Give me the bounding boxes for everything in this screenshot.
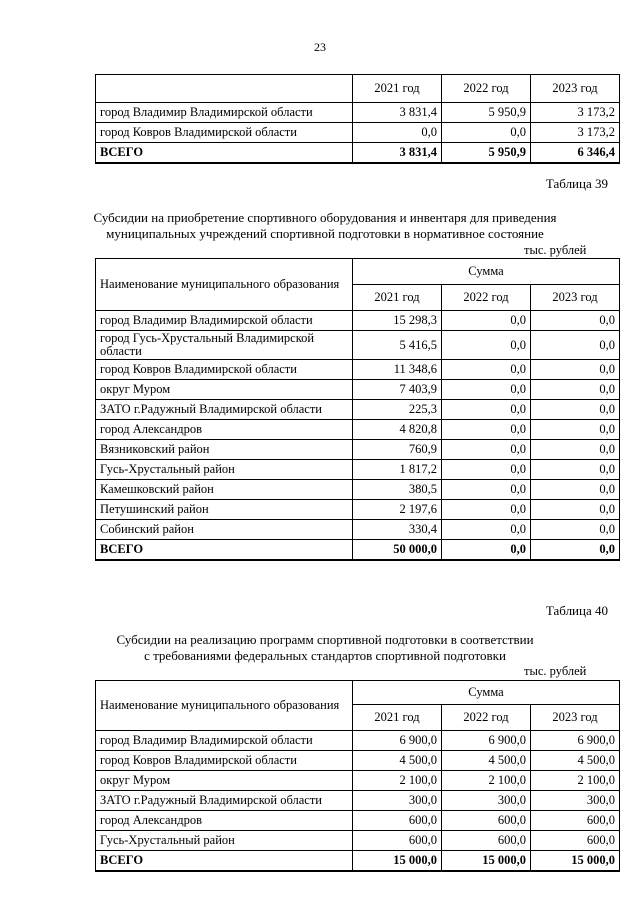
municipality-name: город Александров — [96, 811, 353, 831]
municipality-name: Гусь-Хрустальный район — [96, 831, 353, 851]
value-cell: 0,0 — [531, 520, 620, 540]
municipality-name: Камешковский район — [96, 480, 353, 500]
year-header: 2023 год — [531, 75, 620, 103]
table-39 — [95, 258, 620, 561]
table-40-label: Таблица 40 — [545, 603, 608, 618]
table-row — [96, 420, 620, 440]
value-cell: 5 950,9 — [442, 103, 531, 123]
value-cell: 300,0 — [442, 791, 531, 811]
value-cell: 0,0 — [531, 500, 620, 520]
value-cell: 11 348,6 — [353, 360, 442, 380]
table-header-row — [96, 75, 620, 103]
total-row — [96, 540, 620, 560]
value-cell: 6 900,0 — [442, 731, 531, 751]
header-municipality: Наименование муниципального образования — [96, 681, 353, 731]
value-cell: 0,0 — [531, 400, 620, 420]
total-value: 15 000,0 — [353, 851, 442, 871]
total-label: ВСЕГО — [96, 540, 353, 560]
value-cell: 15 298,3 — [353, 311, 442, 331]
total-value: 5 950,9 — [442, 143, 531, 163]
municipality-name: город Александров — [96, 420, 353, 440]
table-row — [96, 771, 620, 791]
value-cell: 1 817,2 — [353, 460, 442, 480]
table-top — [95, 74, 620, 164]
total-value: 15 000,0 — [442, 851, 531, 871]
value-cell: 600,0 — [531, 831, 620, 851]
municipality-name: город Гусь-Хрустальный Владимирской области — [96, 331, 353, 360]
table-row — [96, 791, 620, 811]
total-value: 0,0 — [442, 540, 531, 560]
table-row — [96, 460, 620, 480]
header-sum: Сумма — [353, 259, 620, 285]
value-cell: 600,0 — [353, 811, 442, 831]
table-row — [96, 751, 620, 771]
total-label: ВСЕГО — [96, 851, 353, 871]
table-row — [96, 123, 620, 143]
municipality-name: город Владимир Владимирской области — [96, 731, 353, 751]
municipality-name: город Ковров Владимирской области — [96, 360, 353, 380]
value-cell: 0,0 — [442, 480, 531, 500]
value-cell: 0,0 — [442, 123, 531, 143]
table-row — [96, 331, 620, 360]
value-cell: 0,0 — [442, 440, 531, 460]
municipality-name: Вязниковский район — [96, 440, 353, 460]
table-row — [96, 731, 620, 751]
table-40-title-line-1: Субсидии на реализацию программ спортивной подготовки в соответствии — [116, 632, 534, 647]
year-header: 2022 год — [442, 705, 531, 731]
value-cell: 0,0 — [531, 311, 620, 331]
value-cell: 4 500,0 — [353, 751, 442, 771]
total-value: 0,0 — [531, 540, 620, 560]
municipality-name: город Владимир Владимирской области — [96, 103, 353, 123]
header-municipality: Наименование муниципального образования — [96, 259, 353, 311]
value-cell: 0,0 — [442, 400, 531, 420]
municipality-name: Собинский район — [96, 520, 353, 540]
year-header: 2021 год — [353, 705, 442, 731]
value-cell: 3 173,2 — [531, 103, 620, 123]
year-header: 2022 год — [442, 75, 531, 103]
value-cell: 0,0 — [531, 380, 620, 400]
value-cell: 2 100,0 — [353, 771, 442, 791]
total-value: 6 346,4 — [531, 143, 620, 163]
year-header: 2021 год — [353, 75, 442, 103]
table-39-title-line-1: Субсидии на приобретение спортивного оборудования и инвентаря для приведения — [93, 210, 557, 225]
value-cell: 7 403,9 — [353, 380, 442, 400]
table-40 — [95, 680, 620, 872]
value-cell: 6 900,0 — [531, 731, 620, 751]
table-row — [96, 440, 620, 460]
value-cell: 600,0 — [531, 811, 620, 831]
value-cell: 225,3 — [353, 400, 442, 420]
total-value: 3 831,4 — [353, 143, 442, 163]
value-cell: 2 100,0 — [531, 771, 620, 791]
municipality-name: округ Муром — [96, 380, 353, 400]
year-header: 2021 год — [353, 285, 442, 311]
table-row — [96, 811, 620, 831]
value-cell: 0,0 — [442, 520, 531, 540]
municipality-name: город Владимир Владимирской области — [96, 311, 353, 331]
value-cell: 2 100,0 — [442, 771, 531, 791]
municipality-name: город Ковров Владимирской области — [96, 751, 353, 771]
table-header-row — [96, 681, 620, 705]
table-40-title-line-2: с требованиями федеральных стандартов спортивной подготовки — [144, 648, 506, 663]
value-cell: 0,0 — [531, 460, 620, 480]
value-cell: 0,0 — [442, 460, 531, 480]
year-header: 2023 год — [531, 705, 620, 731]
value-cell: 0,0 — [531, 360, 620, 380]
value-cell: 760,9 — [353, 440, 442, 460]
value-cell: 600,0 — [442, 831, 531, 851]
value-cell: 0,0 — [442, 500, 531, 520]
table-39-title — [90, 210, 560, 242]
table-39-units: тыс. рублей — [524, 243, 587, 257]
value-cell: 3 831,4 — [353, 103, 442, 123]
table-row — [96, 380, 620, 400]
value-cell: 600,0 — [442, 811, 531, 831]
header-sum: Сумма — [353, 681, 620, 705]
value-cell: 380,5 — [353, 480, 442, 500]
table-40-title — [90, 632, 560, 664]
year-header: 2023 год — [531, 285, 620, 311]
table-header-row — [96, 259, 620, 285]
total-value: 50 000,0 — [353, 540, 442, 560]
value-cell: 0,0 — [531, 420, 620, 440]
value-cell: 2 197,6 — [353, 500, 442, 520]
municipality-name: округ Муром — [96, 771, 353, 791]
municipality-name: ЗАТО г.Радужный Владимирской области — [96, 400, 353, 420]
value-cell: 0,0 — [442, 380, 531, 400]
municipality-name: Гусь-Хрустальный район — [96, 460, 353, 480]
table-39-title-line-2: муниципальных учреждений спортивной подготовки в нормативное состояние — [106, 226, 544, 241]
table-row — [96, 311, 620, 331]
table-39-label: Таблица 39 — [545, 176, 608, 191]
table-40-units: тыс. рублей — [524, 664, 587, 678]
year-header: 2022 год — [442, 285, 531, 311]
value-cell: 330,4 — [353, 520, 442, 540]
table-row — [96, 360, 620, 380]
value-cell: 6 900,0 — [353, 731, 442, 751]
value-cell: 4 820,8 — [353, 420, 442, 440]
value-cell: 0,0 — [531, 480, 620, 500]
total-row — [96, 143, 620, 163]
total-value: 15 000,0 — [531, 851, 620, 871]
table-row — [96, 103, 620, 123]
value-cell: 5 416,5 — [353, 331, 442, 360]
value-cell: 0,0 — [442, 360, 531, 380]
header-empty-cell — [96, 75, 353, 103]
value-cell: 0,0 — [442, 331, 531, 360]
value-cell: 300,0 — [353, 791, 442, 811]
value-cell: 0,0 — [442, 420, 531, 440]
table-row — [96, 520, 620, 540]
municipality-name: Петушинский район — [96, 500, 353, 520]
table-row — [96, 500, 620, 520]
total-label: ВСЕГО — [96, 143, 353, 163]
value-cell: 3 173,2 — [531, 123, 620, 143]
value-cell: 600,0 — [353, 831, 442, 851]
table-row — [96, 831, 620, 851]
municipality-name: город Ковров Владимирской области — [96, 123, 353, 143]
total-row — [96, 851, 620, 871]
table-row — [96, 480, 620, 500]
table-row — [96, 400, 620, 420]
value-cell: 0,0 — [442, 311, 531, 331]
value-cell: 4 500,0 — [531, 751, 620, 771]
municipality-name: ЗАТО г.Радужный Владимирской области — [96, 791, 353, 811]
value-cell: 4 500,0 — [442, 751, 531, 771]
value-cell: 0,0 — [531, 331, 620, 360]
value-cell: 300,0 — [531, 791, 620, 811]
value-cell: 0,0 — [531, 440, 620, 460]
page-number: 23 — [314, 40, 326, 54]
value-cell: 0,0 — [353, 123, 442, 143]
